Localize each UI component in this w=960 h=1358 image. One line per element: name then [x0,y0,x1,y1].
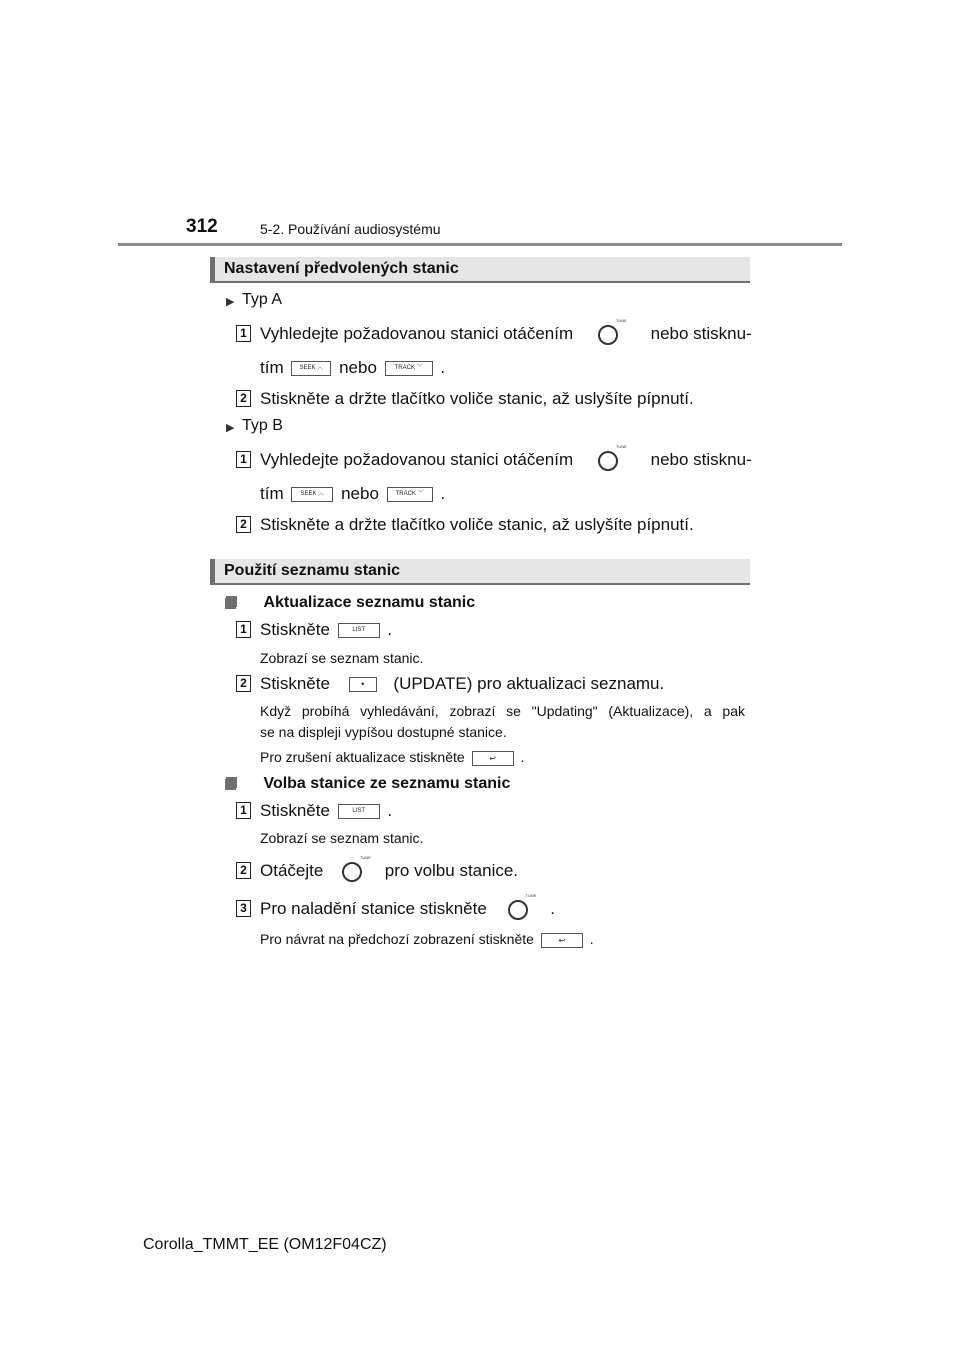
section-heading-station-list [210,559,750,585]
step-text: Stiskněte a držte tlačítko voliče stanic, až uslyšíte pípnutí. [260,515,694,534]
step-number: 2 [236,516,251,533]
note-text: Pro návrat na předchozí zobrazení stiskněte ↩ . [260,931,594,947]
bullet-square-icon [225,779,236,790]
back-button-icon: ↩ [472,751,514,766]
type-arrow-icon: ▶ [226,422,235,434]
step-text: Vyhledejte požadovanou stanici otáčením TUNE nebo stisknu- [260,324,752,345]
step-number: 2 [236,675,251,692]
tune-knob-icon [598,325,618,345]
list-button-icon: LIST [338,804,380,819]
step-text: Pro naladění stanice stiskněte TUNE . [260,899,555,920]
type-b-label: Typ B [242,417,283,434]
section-title: Použití seznamu stanic [224,562,401,579]
back-button-icon: ↩ [541,933,583,948]
note-text: se na displeji vypíšou dostupné stanice. [260,724,507,740]
header-rule [118,243,842,246]
tune-knob-icon [508,900,528,920]
update-button-icon: • [349,677,377,692]
chapter-title: 5-2. Používání audiosystému [260,221,441,237]
step-number: 2 [236,390,251,407]
subheading-select: Volba stanice ze seznamu stanic [242,775,510,793]
seek-button-icon: SEEK ︿ [291,487,333,502]
step-text: Otáčejte TUNE pro volbu stanice. [260,861,518,882]
footer-model-code: Corolla_TMMT_EE (OM12F04CZ) [143,1236,387,1253]
seek-button-icon: SEEK ︿ [291,361,331,376]
note-text: Pro zrušení aktualizace stiskněte ↩ . [260,749,525,765]
tune-knob-icon [342,862,362,882]
step-number: 2 [236,862,251,879]
section-heading-presets [210,257,750,283]
step-number: 1 [236,451,251,468]
track-button-icon: TRACK ﹀ [387,487,433,502]
note-text: Zobrazí se seznam stanic. [260,650,424,666]
section-title: Nastavení předvolených stanic [224,260,459,277]
step-text: Vyhledejte požadovanou stanici otáčením TUNE nebo stisknu- [260,450,752,471]
tune-knob-icon [598,451,618,471]
page-number: 312 [186,216,218,237]
track-button-icon: TRACK ﹀ [385,361,433,376]
bullet-square-icon [225,598,236,609]
step-text: Stiskněte LIST . [260,620,393,639]
step-text: Stiskněte LIST . [260,801,393,820]
note-text: Když probíhá vyhledávání, zobrazí se "Updating" (Aktualizace), a pak [260,703,745,719]
list-button-icon: LIST [338,623,380,638]
step-text: Stiskněte • (UPDATE) pro aktualizaci seznamu. [260,674,665,693]
step-text-continued: tím SEEK ︿ nebo TRACK ﹀ . [260,358,446,377]
step-text-continued: tím SEEK ︿ nebo TRACK ﹀ . [260,484,446,503]
step-number: 3 [236,900,251,917]
type-arrow-icon: ▶ [226,296,235,308]
step-number: 1 [236,325,251,342]
step-text: Stiskněte a držte tlačítko voliče stanic, až uslyšíte pípnutí. [260,389,694,408]
note-text: Zobrazí se seznam stanic. [260,830,424,846]
subheading-update: Aktualizace seznamu stanic [242,594,475,612]
step-number: 1 [236,802,251,819]
step-number: 1 [236,621,251,638]
type-a-label: Typ A [242,291,283,308]
